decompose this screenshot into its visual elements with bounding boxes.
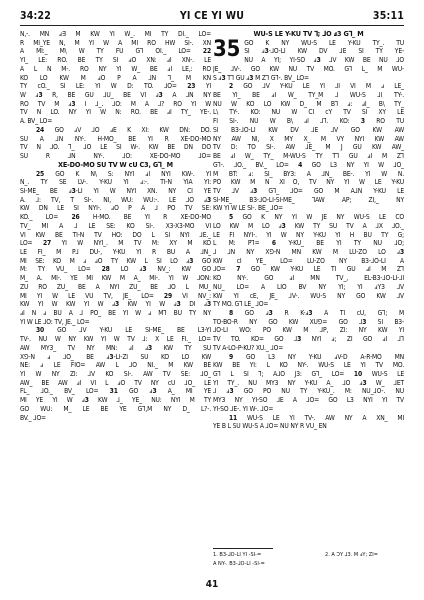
verse-number: 3 xyxy=(249,73,254,82)
verse-number: 3 xyxy=(316,56,321,65)
text-line: MI SE: KO M ⅎ ⅎO TY KW L SI LO ⅎ3 GO xyxy=(20,256,211,265)
text-line: LO KW M LO ⅎ3 KW TY SU TV A ⅃X ⅃O._ xyxy=(213,221,404,230)
header-book-title: YI CE YI WU xyxy=(179,10,245,22)
verse-number: 8 xyxy=(229,309,234,317)
text-line: SI B3-⅃O-LI KW DV ⅃E ⅃V GO KW AW xyxy=(213,125,404,134)
text-line: XE-DO-MO SU TV W ⅽU C3, G⅂_ M xyxy=(58,160,173,169)
text-line: L M: P⅂= 6 Y-KU_ BE YI TY NU ⅃O; xyxy=(213,239,404,248)
text-line: NU W KO LO KW D_ M B⅂ ⅎ: ⅎI_ B\ TY_ xyxy=(213,99,404,108)
text-line: M BT: ⅎ: SI_ BY3: A ⅃N_ BE-. YI W N. xyxy=(213,169,404,178)
text-line: JE_ ⅃V-. GO KW NU TV MO. G⅂ L_ M WU- xyxy=(213,64,404,73)
verse-number: 3 xyxy=(206,300,211,309)
text-line: KW BE YI: L KO NY-. WU-S LE YI TV MO. xyxy=(213,361,404,370)
verse-number: 3 xyxy=(336,30,342,38)
verse-number: 5 xyxy=(229,213,234,222)
text-line: SI-ME_ B3-⅃O-LI-SI-ME_ ⅂AW AP; ZI,_ NY xyxy=(213,195,404,204)
text-line: ZU RO ZU_ BE A NYI ZU_ BE ⅃O L MU_ xyxy=(20,282,211,291)
verse-number: 3 xyxy=(360,117,365,126)
text-line: YI_ LE: RO. BE TY SI ⅎO XN: ⅎI XN-. LE xyxy=(20,56,211,65)
text-line: LE FI NYI-. YI W NY Y-KU YI H BU TY G; xyxy=(213,230,404,239)
verse-number: 3 xyxy=(115,300,120,309)
verse-number: 10 xyxy=(353,370,362,379)
verse-number: 3 xyxy=(206,195,211,204)
text-line: KW YI W LE SI-. BE_ ⅃O= xyxy=(213,204,283,213)
verse-number: 29 xyxy=(163,291,172,300)
verse-number: 4 xyxy=(298,160,303,169)
text-line: NU A YI; YI-SO ⅎ3 ⅃V KW BE NU ⅃O xyxy=(244,56,404,65)
verse-number: 3 xyxy=(362,378,367,387)
verse-number: 6 xyxy=(271,239,276,248)
verse-number: 3 xyxy=(308,309,313,317)
footnote-rule xyxy=(213,548,273,549)
text-line: 8 GO ⅎ3 R K-ⅎ3 A TI ⅽU, G⅂; M xyxy=(229,309,404,317)
text-line: AW_ BE AW ⅎI VI L ⅎO TV NY ⅽU ⅃O_ LE xyxy=(20,378,211,387)
text-line: TV D: TO SI-. AW ⅃E_ M J GU KW AW_ xyxy=(213,143,404,152)
text-line: TV N LO. NY YI W N: RO. BE ⅎI TY_ YE-. xyxy=(20,108,211,117)
verse-number: 26 xyxy=(71,213,80,222)
text-line: KW ⅽI YE_ LO= LU-ZO NY B3-⅃O-LI A xyxy=(213,256,404,265)
verse-number: 22 xyxy=(202,47,211,56)
text-line: A MI:_ M\ W TY FU G⅂ OI._ LO= 22 xyxy=(20,47,211,56)
text-line: TV N ⅃O. ⅂_ ⅃O LE SI W-. KW BE DN DO xyxy=(20,143,211,152)
text-line: ⅎI N ⅎ BU A ⅃ PO_ BE YI W ⅎ M⅂ BU TY NY xyxy=(20,309,211,317)
left-column xyxy=(20,30,211,422)
text-line: TV ⅃V ⅎ3 G⅂_ ⅃O= GO M A⅃N Y-KU LE xyxy=(213,186,404,195)
text-line: BE YI_ BE ⅎI W_ TY_M ⅃ WU-S ⅃I TY-. xyxy=(213,91,404,100)
verse-number: 3 xyxy=(71,99,76,108)
verse-number: 3 xyxy=(268,309,273,317)
verse-number: 3 xyxy=(297,335,302,344)
text-line: KW YI W KW YI W ⅎ3 KW YI W ⅎ3 DI ⅎ3 xyxy=(20,300,211,309)
verse-number: 3 xyxy=(221,73,226,82)
text-line: KO NY-. GO ⅎI MN TV_, EL-B3-⅃O-LI-⅃I xyxy=(213,274,404,283)
text-line: ⅃O= 7 GO KW Y-KU LE TI GU ⅎI M Z⅂ xyxy=(213,265,404,274)
header-left-reference: 34:22 xyxy=(20,10,52,22)
text-line: 30 GO ⅃V Y-KU LE SI-ME_ BE L3-YI xyxy=(36,326,211,335)
text-line: YI W NY ZI: ⅃V KO SI-. AW TV SE: ⅃O_ xyxy=(20,370,211,379)
text-line: S ⅎ3 T⅂ GU ⅎ3 M Z⅂ G⅂-. BV_ LO= xyxy=(213,73,309,82)
verse-number: 3 xyxy=(84,396,89,405)
text-line: YI W LE ⅃O: TV, JE._ LO= xyxy=(20,317,90,326)
right-column xyxy=(213,30,404,431)
text-line: TO-BO-R NY GO KW XU⅁= GO ⅃3 SI B3- xyxy=(213,317,404,326)
text-line: R MI_YE N, M YI W A MI RO HW SI-. XN xyxy=(20,38,211,47)
text-line: A. ⅃: TV, T SI-. NI, WU: WU:-. LE ⅃O ⅎ3 xyxy=(20,195,211,204)
verse-number: 3 xyxy=(148,343,153,352)
text-line: TY ⅽO._ SI LE: YI W D: TO. ⅃O= 23 YI xyxy=(20,82,211,91)
text-line: X⅁-N ⅎ ⅃O_ BE ⅎ3-LI-ZI SU KO LO KW xyxy=(20,352,211,361)
text-line: PO KW M N ⅪO, TV NY YI W LE Y-KU xyxy=(213,178,404,187)
text-line: ⅃O-LI WO: PO KW M ⅃P, ZI: NY KW YI xyxy=(213,326,404,335)
text-line: AW MY3_ TV NY MN: ⅎI ⅎ3 KW TY SU xyxy=(20,343,211,352)
verse-number: 23 xyxy=(187,82,196,91)
text-line: G⅂ L SI ⅂; A⅃O J3: G⅂_ LO= 10 WU-S LE xyxy=(213,370,404,379)
verse-number: 3 xyxy=(399,247,404,256)
text-line: M: TY VU_ LO= 28 LO ⅎ3 NV_: KW GO xyxy=(20,265,211,274)
verse-number: 2 xyxy=(229,82,234,91)
verse-number: 28 xyxy=(101,265,110,274)
text-line: MY3 NY YI-SO ⅃E A ⅃O= GO L3 NYI YI TV xyxy=(213,396,404,405)
verse-number: 3 xyxy=(38,91,43,100)
verse-number: 3 xyxy=(229,387,234,396)
text-line: KO LO KW M ⅎO P A ⅃N ⅂_ M KN xyxy=(20,73,211,82)
text-line: TY MO. G⅂ LE_ ⅃O= xyxy=(213,300,269,309)
text-line: SI ⅎ3-⅃O-LI KW DV ⅃E SI TY YE- xyxy=(244,47,404,56)
footnote-2: 2. A ƆY ⅃3. M ⅎY; ZI= xyxy=(325,552,378,558)
text-line: GO K NY WU-S LE Y-KU TY_. TU xyxy=(244,38,404,47)
text-line: 5 GO K NY YI W JE NY WU-S LE CO xyxy=(229,213,404,222)
footnote-line-2: A NY-. B3-⅃O-LI -SI-= xyxy=(213,561,265,567)
verse-number: 3 xyxy=(109,352,114,361)
verse-number: 7 xyxy=(236,265,241,274)
header-rule xyxy=(20,25,404,26)
text-line: SU A ⅃N NY-. H-MO_ BE YI R XE-DO-MO xyxy=(20,134,211,143)
text-line: VI KW BE TI-N TV HO: DO L SI NYI ⅃E._ xyxy=(20,230,211,239)
header-right-reference: 35:11 xyxy=(372,10,404,22)
text-line: FL_ ⅃O._ BV_ LO= 31 GO ⅎ3 A_ MI YE xyxy=(20,387,211,396)
verse-number: 3 xyxy=(158,91,163,100)
text-line: MI YE YI W ⅎ3 KW ⅃_ YE_ NU: NYI M TY xyxy=(20,396,211,405)
verse-number: 11 xyxy=(229,413,238,422)
verse-number: 25 xyxy=(36,169,45,178)
verse-number: 27 xyxy=(42,239,52,248)
text-line: N_. TY SE LV-. Y-KU YI ⅎ:-. TI-N YIA YI: xyxy=(20,178,211,187)
text-line: NE: ⅎ LE FIO= AW L ⅃O NI._ M KW BE xyxy=(20,361,211,370)
text-line: KW YI ⅽE, JE_ ⅃V-. WU-S NY GO KW ⅃V xyxy=(213,291,404,300)
page-number: 41 xyxy=(205,579,219,590)
text-line: RO TV M ⅎ3 I ⅃_. ⅃O: M A ⅃? RO YI W xyxy=(20,99,211,108)
text-line: A. BV_ LO= xyxy=(20,117,53,126)
text-line: 25 GO K N\ S: NYI ⅎI NYI KW-. YI xyxy=(36,169,211,178)
verse-number: 9 xyxy=(229,352,234,361)
text-line: NU_ LO= A LIO BV NY YI; YI ⅎY3 ⅃V xyxy=(213,282,404,291)
verse-number: 30 xyxy=(36,326,45,335)
text-line: 2 GO ⅃V Y-KU LE YI ⅃I VI M ⅎ LE_ xyxy=(229,82,404,91)
text-line: M_ A. MI-. YE MI KW M A_ MI-. YI W ⅃ON: xyxy=(20,274,211,283)
text-line: ⅃ ⅎ3 GO PO NU TY Y-KU_. M: NU_⅃O-. NU xyxy=(213,387,404,396)
verse-number: 3 xyxy=(71,186,76,195)
text-line: YI TY_. NU MY3 NY Y-KU A_ ⅃O ⅎ3 W_ ⅃ET xyxy=(213,378,404,387)
text-line: 11 WU-S LE YI TV-. AW NY A XN_ MI xyxy=(229,413,404,422)
text-line: KO._ LO= 26 H-MO. BE YI R XE-DO-MO xyxy=(20,213,211,222)
text-line: N,-. MN ⅎ∃ M KW YI W_. MI TY DI._ LO= xyxy=(20,30,211,38)
text-line: YI-SO ⅃E-. YI W-. ⅃O= xyxy=(213,404,274,413)
text-line: YE B L SU WU-S A ⅃O= NU NY R VU_ EN xyxy=(213,422,327,431)
verse-number: 3 xyxy=(253,186,258,195)
text-line: 24 GO ⅎV ⅃O ⅎE K XI: KW DN: DO. xyxy=(36,125,211,134)
text-line: GO WU: M_ LE BE YE G⅂,M NY D_ L?-. xyxy=(20,404,211,413)
text-line: 9 GO L3 NY Y-KU ⅎV-D A-R-MO MN xyxy=(229,352,404,361)
text-line: WU-S LE Y-KU TV ⅂; ⅃O ⅎ3 G⅂_ M xyxy=(253,30,364,38)
text-line: BV._ ⅃O= xyxy=(20,413,46,422)
text-line: LE FI_ M P⅃ DU-, Y-KU YI R BU A ⅃N_ xyxy=(20,247,211,256)
text-line: KW DN LE SI NYI-. ⅎO P A ⅃ PO TV SE: xyxy=(20,204,211,213)
verse-number: 3 xyxy=(281,221,286,230)
text-line: L\ TY-. KO: NU W CI ⅽY TV SI XY LE xyxy=(213,108,404,117)
text-line: TV A-LO-P-KU? XU._ ⅃O= xyxy=(213,343,284,352)
footnote-line-1 xyxy=(213,551,404,559)
text-line: FI SI-. NU W B\ ⅎI ⅃⅂. KO: 3 RO TU xyxy=(213,117,404,126)
text-line: G⅂-. ⅃O._ BV._ LO= 4 GO L3 NY YI W ⅃O_ xyxy=(213,160,404,169)
text-line: SI-ME_ BE ⅎ3-LI YI W NYI XN. NY CI YE xyxy=(20,186,211,195)
verse-number: 31 xyxy=(109,387,118,396)
verse-number: 3 xyxy=(362,317,367,326)
text-line: MI YI W LE VU TV, JE_ LO= 29 VI NV_: xyxy=(20,291,211,300)
text-line: ⅃ ⅃N NY X⅁-N MN KW M LU-ZO LO ⅎ3 xyxy=(213,247,404,256)
footnote-1: 1. B3-⅃O-LI YI -SI-= xyxy=(213,552,262,558)
text-line: TV-. NU W NY KW YI W TV ⅃: X LE FI._ LO= xyxy=(20,335,211,344)
chapter-number: 35 xyxy=(213,36,241,62)
running-header xyxy=(20,10,404,24)
verse-number: 24 xyxy=(36,125,45,134)
text-line: BE ⅎI W_ TY_ M-WU-S TY T⅂ GU ⅎI M Z⅂ xyxy=(213,152,404,161)
verse-number: 3 xyxy=(189,256,194,265)
verse-number: 3 xyxy=(264,47,269,56)
text-line: SU R ⅃N NY-. ⅃O: XE-DO-MO ⅃O= xyxy=(20,152,211,161)
text-line: W ⅎ3 R, BE GU ⅃U_ BE VI ⅎ3 A ⅃N NY xyxy=(20,91,211,100)
text-line: LO= 27 YI W NYI_. M TV M: XY M KO xyxy=(20,239,211,248)
text-line: NY AW NI, X MY X_ M VY NYI KW AW xyxy=(213,134,404,143)
verse-number: 3 xyxy=(176,300,181,309)
text-line: TV_ MI A ⅃ LE SE: KO SI-. X3-X3-MO VI xyxy=(20,221,211,230)
text-line: A L N M-. RO NY YI W_ BE ⅎI LE,: RO xyxy=(20,64,211,73)
verse-number: 3 xyxy=(152,387,157,396)
text-line: TV TO. KO= GO ⅃3 NYI ⅎ; ZI GO ⅎI ⅃⅂ xyxy=(213,335,404,344)
verse-number: 3 xyxy=(142,265,147,274)
